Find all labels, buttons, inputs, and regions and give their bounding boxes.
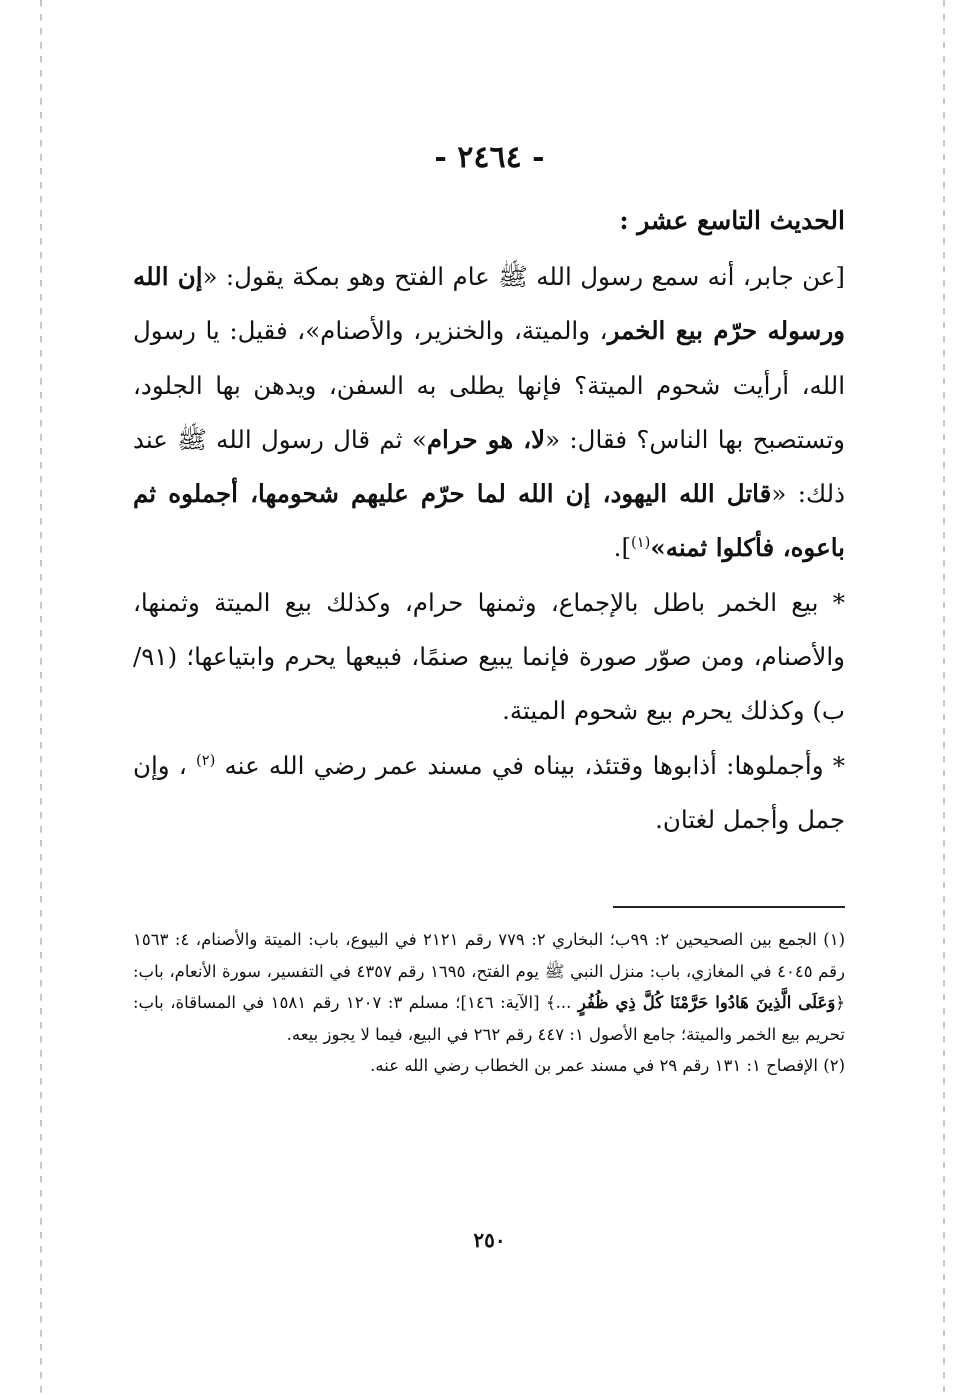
- hadith-text-1: [عن جابر، أنه سمع رسول الله ﷺ عام الفتح وهو بمكة يقول: «: [202, 262, 845, 291]
- footnote-ref-1[interactable]: (١): [631, 534, 651, 552]
- commentary-paragraph-2: [133, 739, 845, 848]
- hadith-bold-1: إن الله ورسوله حرّم بيع الخمر: [133, 262, 845, 346]
- footnote-2: (٢) الإفصاح ١: ١٣١ رقم ٢٩ في مسند عمر بن الخطاب رضي الله عنه.: [370, 1056, 845, 1075]
- footnote-separator: [613, 906, 845, 908]
- footnote-1-text-end: ...﴾ [الآية: ١٤٦]؛ مسلم ٣: ١٢٠٧ رقم ١٥٨١ في المساقاة، باب: تحريم بيع الخمر والميتة؛ جامع الأصول ١: ٤٤٧ رقم ٢٦٢ في البيع، فيما لا يجوز بيعه.: [133, 993, 845, 1044]
- commentary-2-end: ، وإن جمل وأجمل لغتان.: [133, 750, 845, 834]
- section-heading: الحديث التاسع عشر :: [619, 206, 845, 235]
- hadith-text-2: ، والميتة، والخنزير، والأصنام»، فقيل: يا رسول الله، أرأيت شحوم الميتة؟ فإنها يطلى به السفن، ويدهن بها الجلود، وتستصبح بها الناس؟ فقال: «: [133, 316, 845, 454]
- hadith-text-3: » ثم قال رسول الله ﷺ عند ذلك: «: [133, 424, 845, 509]
- hadith-bold-3: قاتل الله اليهود، إن الله لما حرّم عليهم شحومها، أجملوه ثم باعوه، فأكلوا ثمنه: [133, 479, 845, 563]
- left-margin-dots: [40, 0, 42, 1395]
- hadith-end: ].: [613, 533, 632, 563]
- hadith-close-quote: »: [650, 533, 666, 563]
- footnote-1: [133, 924, 845, 1050]
- main-text: [133, 200, 845, 847]
- footnotes: [133, 924, 845, 1082]
- hadith-paragraph: [133, 250, 845, 576]
- hadith-bold-2: لا، هو حرام: [426, 424, 546, 454]
- footnote-1-quran: وَعَلَى الَّذِينَ هَادُوا حَرَّمْنَا كُلَّ ذِي ظُفُرٍ: [577, 993, 836, 1012]
- hadith-number-header: - ٢٤٦٤ -: [434, 140, 545, 175]
- page-number: ٢٥٠: [473, 1228, 506, 1252]
- right-margin-dots: [943, 0, 945, 1395]
- commentary-paragraph-1: * بيع الخمر باطل بالإجماع، وثمنها حرام، وكذلك بيع الميتة وثمنها، والأصنام، ومن صوّر صورة فإنما يبيع صنمًا، فبيعها يحرم وابتياعها؛ (٩١/ب) وكذلك يحرم بيع شحوم الميتة.: [133, 587, 845, 726]
- footnote-1-text: (١) الجمع بين الصحيحين ٢: ٩٩ب؛ البخاري ٢: ٧٧٩ رقم ٢١٢١ في البيوع، باب: الميتة والأصنام، ٤: ١٥٦٣ رقم ٤٠٤٥ في المغازي، باب: منزل النبي ﷺ يوم الفتح، ١٦٩٥ رقم ٤٣٥٧ في التفسير، سورة الأنعام، باب: ﴿: [133, 930, 846, 1012]
- footnote-ref-2[interactable]: (٢): [195, 751, 216, 769]
- commentary-2-text: * وأجملوها: أذابوها وقتئذ، بيناه في مسند عمر رضي الله عنه: [224, 750, 845, 780]
